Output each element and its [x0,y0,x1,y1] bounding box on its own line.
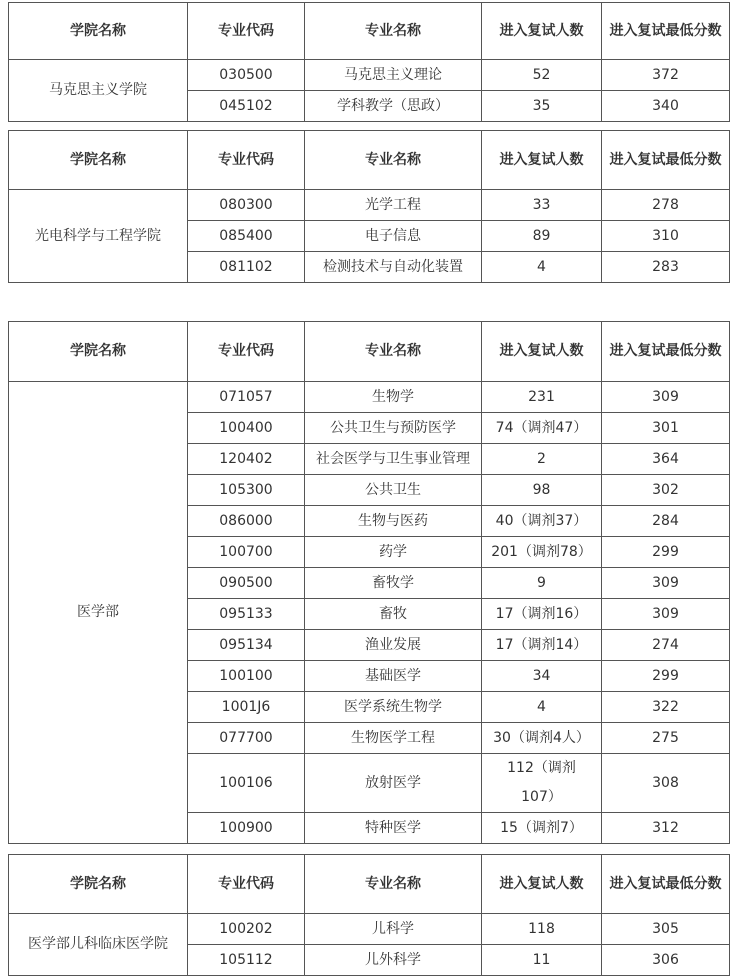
major-code-cell: 081102 [188,252,305,283]
header-row [9,3,730,60]
min-score-cell: 301 [602,413,730,444]
candidate-count-cell: 4 [482,692,602,723]
candidate-count-cell: 17（调剂16） [482,599,602,630]
major-name-cell: 检测技术与自动化装置 [305,252,482,283]
header-row [9,131,730,190]
major-code-cell: 080300 [188,190,305,221]
min-score-cell: 299 [602,537,730,568]
major-name-cell: 生物医学工程 [305,723,482,754]
header-code: 专业代码 [188,855,305,914]
candidate-count-cell: 30（调剂4人） [482,723,602,754]
major-name-cell: 光学工程 [305,190,482,221]
major-code-cell: 030500 [188,60,305,91]
min-score-cell: 309 [602,568,730,599]
header-major: 专业名称 [305,322,482,382]
major-code-cell: 071057 [188,382,305,413]
major-name-cell: 儿科学 [305,914,482,945]
admission-table-4 [8,854,730,976]
candidate-count-cell: 201（调剂78） [482,537,602,568]
major-code-cell: 045102 [188,91,305,122]
min-score-cell: 278 [602,190,730,221]
candidate-count-cell: 4 [482,252,602,283]
table-row [9,60,730,91]
header-college: 学院名称 [9,855,188,914]
header-min-score: 进入复试最低分数 [602,855,730,914]
min-score-cell: 299 [602,661,730,692]
major-code-cell: 100900 [188,813,305,844]
major-name-cell: 学科教学（思政） [305,91,482,122]
major-name-cell: 医学系统生物学 [305,692,482,723]
header-count: 进入复试人数 [482,322,602,382]
header-row [9,855,730,914]
candidate-count-cell: 34 [482,661,602,692]
major-code-cell: 100106 [188,754,305,813]
min-score-cell: 340 [602,91,730,122]
major-code-cell: 120402 [188,444,305,475]
candidate-count-cell: 17（调剂14） [482,630,602,661]
header-count: 进入复试人数 [482,3,602,60]
major-code-cell: 095134 [188,630,305,661]
major-code-cell: 100400 [188,413,305,444]
min-score-cell: 283 [602,252,730,283]
min-score-cell: 312 [602,813,730,844]
major-name-cell: 社会医学与卫生事业管理 [305,444,482,475]
candidate-count-cell: 231 [482,382,602,413]
header-code: 专业代码 [188,322,305,382]
min-score-cell: 364 [602,444,730,475]
table-row [9,914,730,945]
major-code-cell: 090500 [188,568,305,599]
major-name-cell: 放射医学 [305,754,482,813]
major-code-cell: 100100 [188,661,305,692]
candidate-count-cell: 35 [482,91,602,122]
min-score-cell: 302 [602,475,730,506]
major-name-cell: 畜牧学 [305,568,482,599]
major-code-cell: 095133 [188,599,305,630]
min-score-cell: 309 [602,599,730,630]
major-name-cell: 渔业发展 [305,630,482,661]
major-name-cell: 儿外科学 [305,945,482,976]
min-score-cell: 305 [602,914,730,945]
candidate-count-cell: 15（调剂7） [482,813,602,844]
major-name-cell: 特种医学 [305,813,482,844]
admission-table-3 [8,321,730,844]
college-name-cell: 光电科学与工程学院 [9,190,188,283]
major-code-cell: 086000 [188,506,305,537]
table-row [9,382,730,413]
header-code: 专业代码 [188,131,305,190]
college-name-cell: 医学部儿科临床医学院 [9,914,188,976]
min-score-cell: 306 [602,945,730,976]
major-code-cell: 1001J6 [188,692,305,723]
candidate-count-cell: 118 [482,914,602,945]
candidate-count-cell: 74（调剂47） [482,413,602,444]
candidate-count-cell: 52 [482,60,602,91]
candidate-count-cell: 112（调剂107） [482,754,602,813]
candidate-count-cell: 89 [482,221,602,252]
candidate-count-cell: 33 [482,190,602,221]
header-code: 专业代码 [188,3,305,60]
min-score-cell: 284 [602,506,730,537]
header-min-score: 进入复试最低分数 [602,322,730,382]
min-score-cell: 308 [602,754,730,813]
college-name-cell: 医学部 [9,382,188,844]
min-score-cell: 322 [602,692,730,723]
header-major: 专业名称 [305,131,482,190]
major-code-cell: 100700 [188,537,305,568]
candidate-count-cell: 98 [482,475,602,506]
major-name-cell: 公共卫生 [305,475,482,506]
major-name-cell: 生物与医药 [305,506,482,537]
college-name-cell: 马克思主义学院 [9,60,188,122]
major-code-cell: 085400 [188,221,305,252]
major-name-cell: 马克思主义理论 [305,60,482,91]
candidate-count-cell: 9 [482,568,602,599]
candidate-count-cell: 11 [482,945,602,976]
candidate-count-cell: 40（调剂37） [482,506,602,537]
candidate-count-cell: 2 [482,444,602,475]
admission-table-1 [8,2,730,122]
admission-table-2 [8,130,730,283]
major-code-cell: 100202 [188,914,305,945]
major-name-cell: 电子信息 [305,221,482,252]
header-min-score: 进入复试最低分数 [602,131,730,190]
header-college: 学院名称 [9,131,188,190]
min-score-cell: 275 [602,723,730,754]
header-major: 专业名称 [305,855,482,914]
major-code-cell: 105112 [188,945,305,976]
major-name-cell: 公共卫生与预防医学 [305,413,482,444]
min-score-cell: 309 [602,382,730,413]
min-score-cell: 310 [602,221,730,252]
header-count: 进入复试人数 [482,131,602,190]
min-score-cell: 274 [602,630,730,661]
major-name-cell: 基础医学 [305,661,482,692]
major-name-cell: 药学 [305,537,482,568]
header-college: 学院名称 [9,3,188,60]
min-score-cell: 372 [602,60,730,91]
header-min-score: 进入复试最低分数 [602,3,730,60]
header-college: 学院名称 [9,322,188,382]
header-row [9,322,730,382]
major-name-cell: 生物学 [305,382,482,413]
header-count: 进入复试人数 [482,855,602,914]
table-row [9,190,730,221]
major-name-cell: 畜牧 [305,599,482,630]
major-code-cell: 105300 [188,475,305,506]
header-major: 专业名称 [305,3,482,60]
major-code-cell: 077700 [188,723,305,754]
